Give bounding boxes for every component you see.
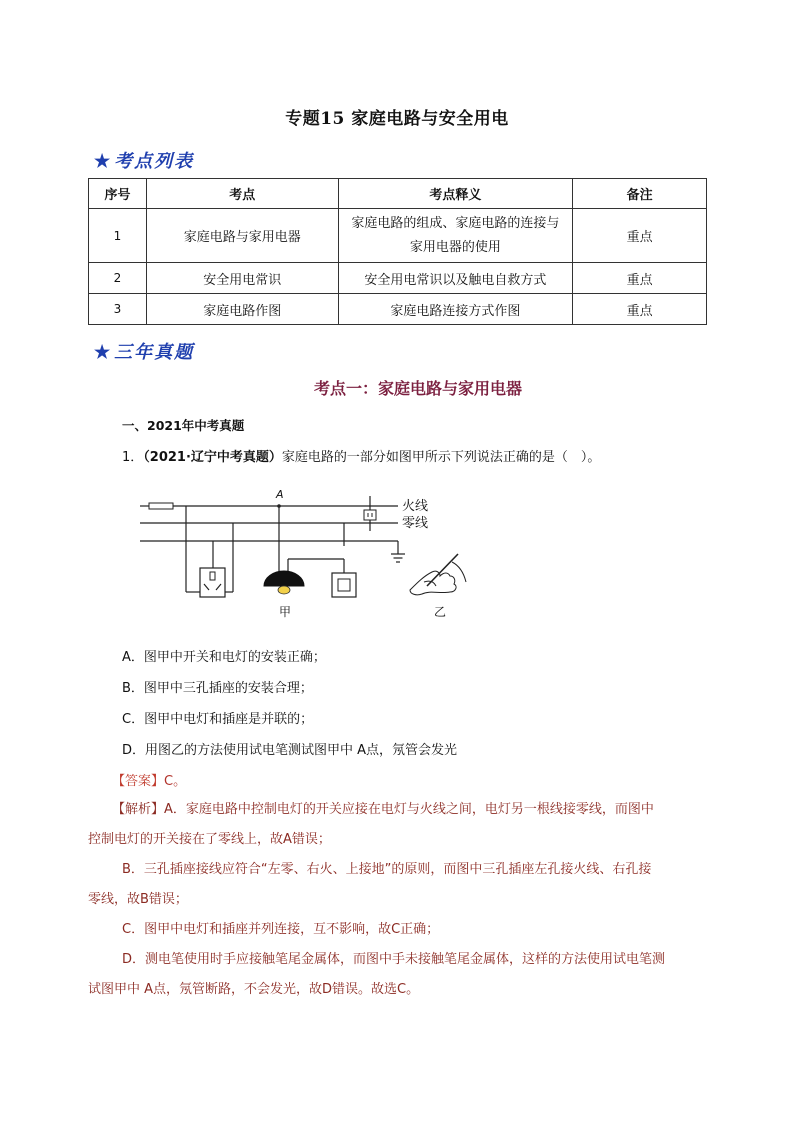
analysis-b-line1: B．三孔插座接线应符合“左零、右火、上接地”的原则，而图中三孔插座左孔接火线、右孔接 [122,862,652,877]
figure-jia-label: 甲 [279,605,292,619]
table-row [89,209,707,263]
header-desc: 考点释义 [338,179,573,209]
cell-point: 家庭电路与家用电器 [146,209,338,263]
cell-point: 家庭电路作图 [146,294,338,325]
header-point: 考点 [146,179,338,209]
cell-no: 1 [89,209,147,263]
circuit-figure [140,486,480,620]
meter-icon [364,510,376,520]
lamp-icon [264,571,304,586]
page-title: 专题15 家庭电路与安全用电 [285,109,509,129]
figure-yi-label: 乙 [434,605,447,619]
section-banner-exam-questions [94,338,194,364]
cell-desc-line: 家用电器的使用 [409,239,501,255]
banner-text: 三年真题 [114,342,195,363]
cell-desc: 安全用电常识以及触电自救方式 [338,263,573,294]
live-wire-label: 火线 [402,499,429,514]
header-no: 序号 [89,179,147,209]
option-c: C．图甲中电灯和插座是并联的； [122,712,314,727]
section-subtitle: 考点一：家庭电路与家用电器 [313,379,522,398]
cell-desc: 家庭电路连接方式作图 [338,294,573,325]
cell-no: 3 [89,294,147,325]
cell-desc-line: 家庭电路的组成、家庭电路的连接与 [351,215,560,231]
analysis-d-line2: 试图甲中 A点，氖管断路，不会发光，故D错误。故选C。 [88,982,420,997]
table-row [89,263,707,294]
analysis-block [88,795,712,1005]
answer-tag: 【答案】 [112,774,165,789]
table-header-row [89,179,707,209]
analysis-d-line1: D．测电笔使用时手应接触笔尾金属体，而图中手未接触笔尾金属体，这样的方法使用试电笔测 [122,952,666,967]
option-d: D．用图乙的方法使用试电笔测试图甲中 A点，氖管会发光 [122,743,458,758]
year-heading: 一、2021年中考真题 [122,418,245,433]
cell-note: 重点 [573,209,707,263]
answer-line [112,770,186,789]
option-a: A．图甲中开关和电灯的安装正确； [122,650,326,665]
option-b: B．图甲中三孔插座的安装合理； [122,681,313,696]
cell-desc [338,209,573,263]
point-a-label: A [276,488,284,501]
analysis-a-line1 [112,795,712,825]
analysis-text: A．家庭电路中控制电灯的开关应接在电灯与火线之间，电灯另一根线接零线，而图中 [164,802,654,817]
question-source: （2021·辽宁中考真题） [143,450,282,465]
test-pen-hand-icon [410,554,466,595]
key-points-table [88,178,707,325]
analysis-a-line2: 控制电灯的开关接在了零线上，故A错误； [88,832,331,847]
banner-text: 考点列表 [114,151,195,172]
question-1 [122,446,600,465]
cell-no: 2 [89,263,147,294]
analysis-tag: 【解析】 [112,802,165,817]
cell-note: 重点 [573,263,707,294]
table-row [89,294,707,325]
answer-value: C。 [164,774,187,789]
header-note: 备注 [573,179,707,209]
neutral-wire-label: 零线 [402,516,429,531]
cell-point: 安全用电常识 [146,263,338,294]
analysis-c-line: C．图甲中电灯和插座并列连接，互不影响，故C正确； [122,922,440,937]
star-icon: ★ [94,151,113,172]
section-banner-key-points [94,147,194,173]
question-text: 家庭电路的一部分如图甲所示下列说法正确的是（ ）。 [281,450,601,465]
analysis-b-line2: 零线，故B错误； [88,892,188,907]
cell-note: 重点 [573,294,707,325]
fuse-icon [149,503,173,509]
question-number: 1． [122,450,144,465]
star-icon: ★ [94,342,113,363]
